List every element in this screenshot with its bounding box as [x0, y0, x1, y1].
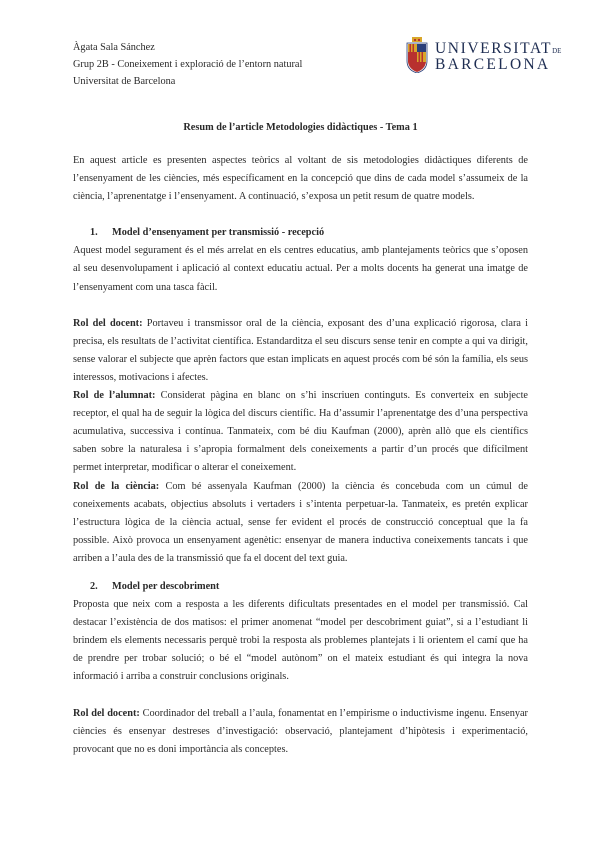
role-text: Portaveu i transmissor oral de la ciència, exposant des d’una explicació rigorosa, clara i precisa, els resultats de l’activitat científica. Estandarditza el seu discurs sense tenir en compte a qui va dirigit, sense valorar el subjecte que aprèn factors que estan implicats en aquest procés com bé són la família, els seus interessos, motivacions i afectes. — [73, 317, 528, 383]
intro-paragraph: En aquest article es presenten aspectes teòrics al voltant de sis metodologies didàctiques diferents de l’ensenyament de les ciències, més específicament en la concepció que dins de cada model s’assumeix de la ciència, l’aprenentatge i l’ensenyament. A continuació, s’exposa un petit resum de quatre models. — [73, 155, 528, 203]
university-seal-icon — [405, 37, 429, 73]
section-title: Model per descobriment — [112, 580, 220, 592]
section-summary: Aquest model segurament és el més arrelat en els centres educatius, amb plantejaments teòrics que s’oposen al seu desenvolupament i aplicació al context educatiu actual. Per a molts docents ha generat una imatge de l’ensenyament com una tasca fàcil. — [73, 245, 528, 293]
role-paragraph-ciencia — [73, 478, 528, 568]
role-paragraph-docent — [73, 315, 528, 387]
document-body — [73, 152, 528, 759]
role-text: Considerat pàgina en blanc on s’hi inscriuen continguts. Es converteix en subjecte receptor, el qual ha de seguir la lògica del discurs científic. Ha d’assumir l’aprenentatge des d’una perspectiva acumulativa, successiva i contínua. Tanmateix, com bé diu Kaufman (2000), aprèn allò que els científics saben sobre la naturalesa i s’apropia formalment dels coneixements a partir d’un procés que difícilment permet interpretar, modificar o alterar el coneixement. — [73, 390, 528, 474]
section-title: Model d’ensenyament per transmissió - recepció — [112, 227, 325, 239]
role-label: Rol de l’alumnat: — [73, 390, 156, 402]
role-label: Rol del docent: — [73, 317, 143, 329]
logo-text-line1: UNIVERSITATDE — [435, 40, 562, 57]
author-name: Àgata Sala Sánchez — [73, 42, 155, 53]
section-number: 2. — [90, 580, 98, 592]
section-number: 1. — [90, 227, 98, 239]
university-logo — [405, 37, 562, 77]
section-heading — [73, 224, 528, 242]
role-paragraph-docent — [73, 705, 528, 759]
section-heading — [73, 578, 528, 596]
role-text: Coordinador del treball a l’aula, fonamentat en l’empirisme o inductivisme ingenu. Ensenyar ciències és ensenyar destreses d’investigació: observació, plantejament d’hipòtesis i experimentació, provocant que no es doni importància als conceptes. — [73, 707, 528, 755]
logo-text-line2: BARCELONA — [435, 56, 551, 73]
group-course: Grup 2B - Coneixement i exploració de l’entorn natural — [73, 59, 303, 70]
role-label: Rol del docent: — [73, 707, 140, 719]
role-paragraph-alumnat — [73, 387, 528, 477]
university-name: Universitat de Barcelona — [73, 76, 176, 87]
section-summary: Proposta que neix com a resposta a les diferents dificultats presentades en el model per transmissió. Cal destacar l’existència de dos matisos: el primer anomenat “model per descobriment guiat”, si a l’estudiant li brindem els elements necessaris perquè trobi la resposta als problemes plantejats i li orientem el camí que ha de prendre per trobar solució; o bé el “model autònom” on el mateix estudiant és qui integra la nova informació i arriba a construir conclusions originals. — [73, 599, 528, 683]
document-header — [73, 39, 302, 90]
document-title: Resum de l’article Metodologies didàctiques - Tema 1 — [183, 122, 418, 133]
role-label: Rol de la ciència: — [73, 480, 160, 492]
role-text: Com bé assenyala Kaufman (2000) la ciència és concebuda com un cúmul de coneixements acabats, objectius absoluts i vertaders i s’intenta perpetuar-la. Tanmateix, es pretén explicar l’estructura lògica de la ciència actual, sense fer evident el procés de construcció conceptual que la fa possible. Això provoca un ensenyament agenètic: ensenyar de manera inductiva coneixements tancats i que arriben a l’aula des de la transmissió que fa el docent del text guia. — [73, 480, 528, 564]
